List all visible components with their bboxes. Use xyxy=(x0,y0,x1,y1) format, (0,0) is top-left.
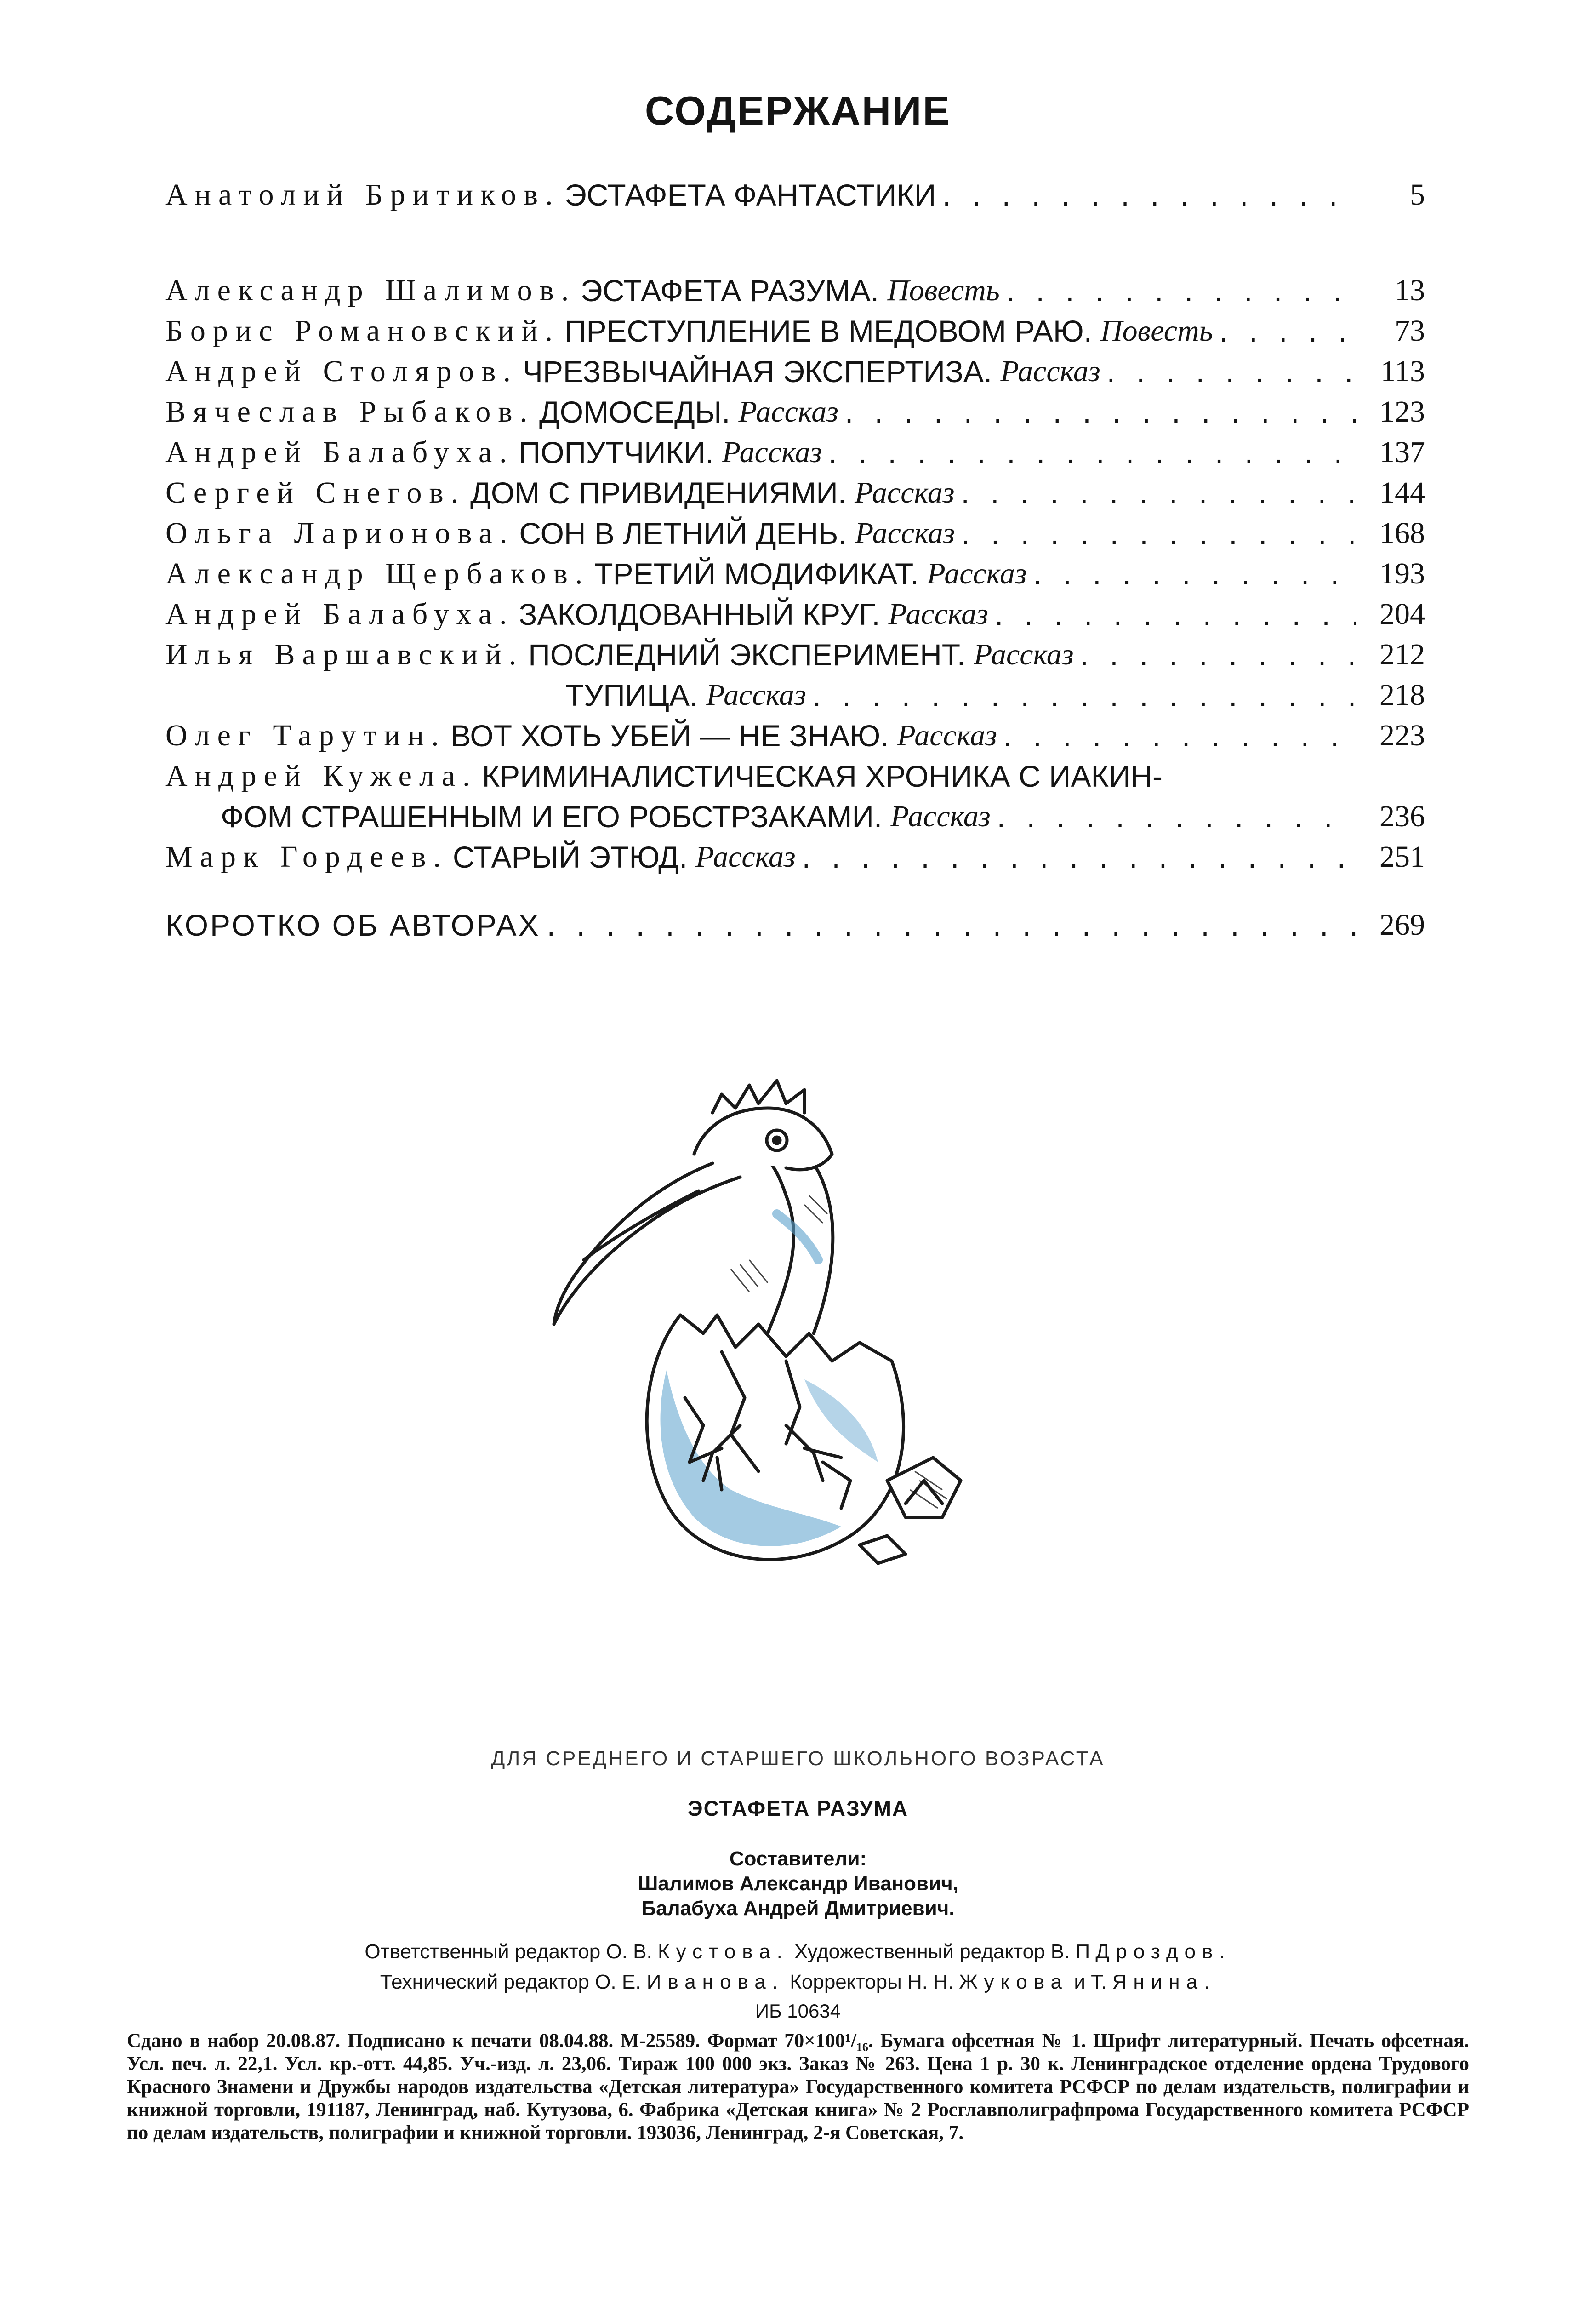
hatching-bird-illustration xyxy=(529,1076,1011,1605)
entry-page: 123 xyxy=(1379,395,1425,429)
proofreader-name: Жукова xyxy=(959,1971,1069,1993)
toc-entry xyxy=(165,311,1425,351)
entry-title-continued: ФОМ СТРАШЕННЫМ И ЕГО РОБСТРЗАКАМИ. xyxy=(221,800,883,834)
entry-page: 269 xyxy=(1379,908,1425,942)
art-editor-label: Художественный редактор В. П xyxy=(794,1940,1090,1963)
entry-genre: Рассказ xyxy=(855,516,955,550)
book-title: ЭСТАФЕТА РАЗУМА xyxy=(687,1796,909,1820)
editor-label: Ответственный редактор О. В. xyxy=(365,1940,652,1963)
publication-details: Сдано в набор 20.08.87. Подписано к печати 08.04.88. М-25589. Формат 70×100¹/₁₆. Бумага офсетная № 1. Шрифт литературный. Печать офсетная. Усл. печ. л. 22,1. Усл. кр.-отт. 44,85. Уч.-изд. л. 23,06. Тираж 100 000 экз. Заказ № 263. Цена 1 р. 30 к. Ленинградское отделение ордена Трудового Красного Знамени и Дружбы народов издательства «Детская литература» Государственного комитета РСФСР по делам издательств, полиграфии и книжной торговли, 191187, Ленинград, наб. Кутузова, 6. Фабрика «Детская книга» № 2 Росглавполиграфпрома Государственного комитета РСФСР по делам издательств, полиграфии и книжной торговли. 193036, Ленинград, 2-я Советская, 7. xyxy=(127,2030,1469,2144)
entry-page: 168 xyxy=(1379,516,1425,550)
entry-title: ДОМОСЕДЫ. xyxy=(539,395,730,429)
toc-entry xyxy=(165,432,1425,473)
toc-entry xyxy=(165,270,1425,311)
entry-title: СОН В ЛЕТНИЙ ДЕНЬ. xyxy=(519,516,847,550)
entry-title: ТРЕТИЙ МОДИФИКАТ. xyxy=(594,557,919,591)
entry-author: Борис Романовский. xyxy=(165,314,560,348)
entry-genre: Рассказ xyxy=(695,840,796,874)
entry-author: Андрей Кужела. xyxy=(165,759,478,793)
entry-author: Андрей Столяров. xyxy=(165,355,518,388)
toc-entry xyxy=(165,715,1425,756)
entry-author: Марк Гордеев. xyxy=(165,840,448,874)
entry-page: 236 xyxy=(1379,800,1425,833)
entry-author: Александр Щербаков. xyxy=(165,557,590,590)
art-editor-name: Дроздов. xyxy=(1095,1940,1231,1963)
toc-entry xyxy=(165,675,1425,715)
entry-page: 113 xyxy=(1380,355,1425,388)
entry-page: 218 xyxy=(1379,678,1425,712)
entry-title: ПОПУТЧИКИ. xyxy=(519,435,714,469)
entry-author: Вячеслав Рыбаков. xyxy=(165,395,535,429)
toc-entry xyxy=(165,513,1425,554)
entry-page: 204 xyxy=(1379,597,1425,631)
entry-title: ЗАКОЛДОВАННЫЙ КРУГ. xyxy=(519,597,880,631)
entry-author: Илья Варшавский. xyxy=(165,638,524,671)
entry-title: ПРЕСТУПЛЕНИЕ В МЕДОВОМ РАЮ. xyxy=(564,314,1092,348)
entry-author: Анатолий Бритиков. xyxy=(165,178,560,212)
tech-editor-label: Технический редактор О. Е. xyxy=(380,1971,641,1993)
entry-genre: Рассказ xyxy=(888,597,988,631)
entry-genre: Рассказ xyxy=(1000,355,1100,388)
imprint-block xyxy=(0,1747,1596,2145)
toc-entry xyxy=(165,392,1425,432)
toc-entry xyxy=(165,175,1425,215)
entry-title: ПОСЛЕДНИЙ ЭКСПЕРИМЕНТ. xyxy=(528,638,966,672)
entry-page: 223 xyxy=(1379,719,1425,752)
entry-author: Олег Тарутин. xyxy=(165,719,446,752)
compiler-name: Шалимов Александр Иванович, xyxy=(638,1872,958,1895)
entry-title: КОРОТКО ОБ АВТОРАХ xyxy=(165,908,541,942)
entry-title: ТУПИЦА. xyxy=(565,678,698,712)
proofreader-name: Янина. xyxy=(1112,1971,1216,1993)
proofreaders-and: и Т. xyxy=(1074,1971,1107,1993)
entry-genre: Рассказ xyxy=(738,395,838,429)
entry-page: 73 xyxy=(1395,314,1425,348)
entry-title: ДОМ С ПРИВИДЕНИЯМИ. xyxy=(470,476,847,510)
entry-genre: Рассказ xyxy=(890,800,991,833)
toc-entry xyxy=(165,473,1425,513)
entry-title: ЧРЕЗВЫЧАЙНАЯ ЭКСПЕРТИЗА. xyxy=(522,355,992,389)
entry-author: Сергей Снегов. xyxy=(165,476,466,509)
toc-entry xyxy=(165,554,1425,594)
entry-title: СТАРЫЙ ЭТЮД. xyxy=(452,840,688,874)
entry-page: 144 xyxy=(1379,476,1425,509)
entry-author: Александр Шалимов. xyxy=(165,274,576,307)
tech-editor-name: Иванова. xyxy=(646,1971,785,1993)
entry-page: 13 xyxy=(1395,274,1425,307)
entry-genre: Повесть xyxy=(1100,314,1213,348)
entry-author: Андрей Балабуха. xyxy=(165,435,514,469)
table-of-contents xyxy=(165,175,1425,945)
toc-entry xyxy=(165,594,1425,635)
proofreaders-label: Корректоры Н. Н. xyxy=(790,1971,954,1993)
entry-page: 5 xyxy=(1410,178,1425,212)
toc-entry xyxy=(165,837,1425,877)
editor-name: Кустова. xyxy=(657,1940,789,1963)
entry-author: Ольга Ларионова. xyxy=(165,516,515,550)
page-title: СОДЕРЖАНИЕ xyxy=(644,88,952,133)
toc-entry xyxy=(165,635,1425,675)
toc-entry xyxy=(165,905,1425,945)
entry-genre: Рассказ xyxy=(897,719,997,752)
toc-entry xyxy=(165,351,1425,392)
compilers-label: Составители: xyxy=(729,1847,867,1870)
entry-page: 251 xyxy=(1379,840,1425,874)
entry-page: 193 xyxy=(1379,557,1425,590)
entry-genre: Рассказ xyxy=(974,638,1074,671)
toc-entry-continuation xyxy=(165,796,1425,837)
entry-genre: Рассказ xyxy=(855,476,955,509)
entry-title: ЭСТАФЕТА ФАНТАСТИКИ xyxy=(564,178,936,212)
compiler-name: Балабуха Андрей Дмитриевич. xyxy=(641,1897,955,1920)
toc-entry xyxy=(165,756,1425,796)
entry-title: КРИМИНАЛИСТИЧЕСКАЯ ХРОНИКА С ИАКИН- xyxy=(482,759,1163,793)
entry-genre: Повесть xyxy=(887,274,1000,307)
ib-number: ИБ 10634 xyxy=(755,2000,841,2022)
entry-genre: Рассказ xyxy=(927,557,1027,590)
compilers xyxy=(0,1847,1596,1921)
entry-title: ВОТ ХОТЬ УБЕЙ — НЕ ЗНАЮ. xyxy=(450,719,889,753)
editors xyxy=(0,1937,1596,1997)
entry-title: ЭСТАФЕТА РАЗУМА. xyxy=(581,274,879,308)
entry-genre: Рассказ xyxy=(722,435,822,469)
entry-page: 137 xyxy=(1379,435,1425,469)
entry-page: 212 xyxy=(1379,638,1425,671)
audience-note: ДЛЯ СРЕДНЕГО И СТАРШЕГО ШКОЛЬНОГО ВОЗРАСТА xyxy=(491,1747,1105,1770)
entry-author: Андрей Балабуха. xyxy=(165,597,514,631)
entry-genre: Рассказ xyxy=(706,678,806,712)
